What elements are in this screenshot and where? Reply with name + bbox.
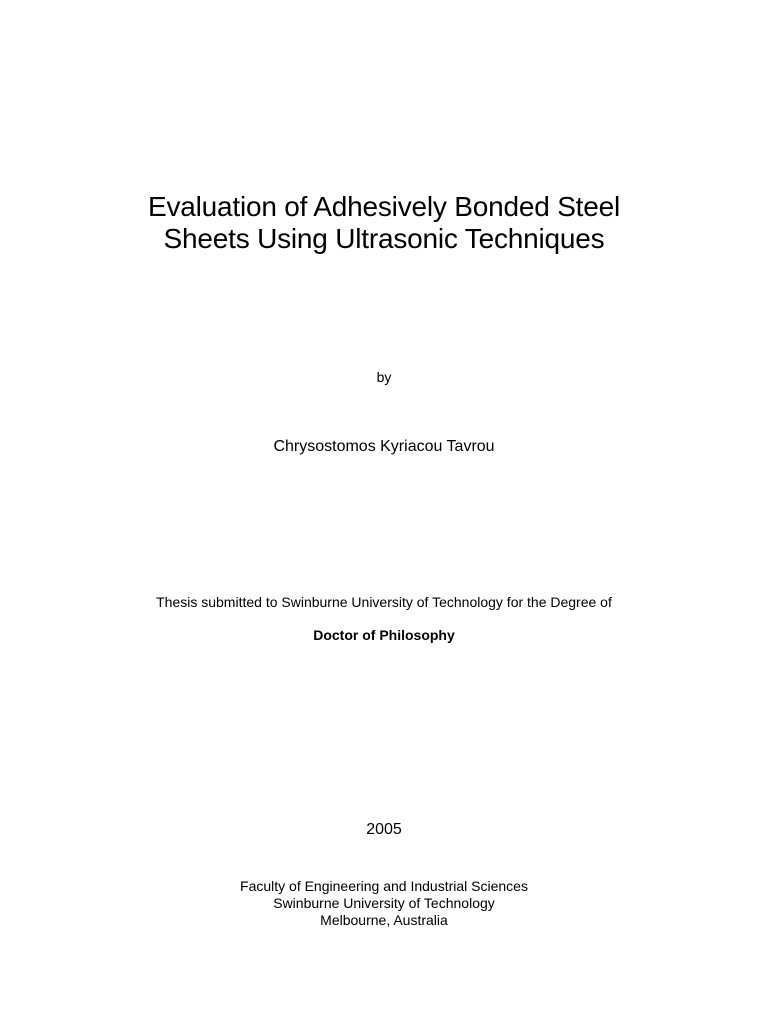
submission-year: 2005 <box>366 821 402 838</box>
submission-statement: Thesis submitted to Swinburne University of Technology for the Degree of <box>156 594 612 610</box>
affiliation-university: Swinburne University of Technology <box>273 895 495 911</box>
affiliation-faculty: Faculty of Engineering and Industrial Sciences <box>240 878 528 894</box>
author-name: Chrysostomos Kyriacou Tavrou <box>273 438 495 455</box>
thesis-title-line-2: Sheets Using Ultrasonic Techniques <box>163 223 605 254</box>
by-text: by <box>376 369 392 385</box>
thesis-title-line-1: Evaluation of Adhesively Bonded Steel <box>147 191 621 222</box>
degree-name: Doctor of Philosophy <box>313 627 455 643</box>
affiliation-location: Melbourne, Australia <box>320 912 448 928</box>
